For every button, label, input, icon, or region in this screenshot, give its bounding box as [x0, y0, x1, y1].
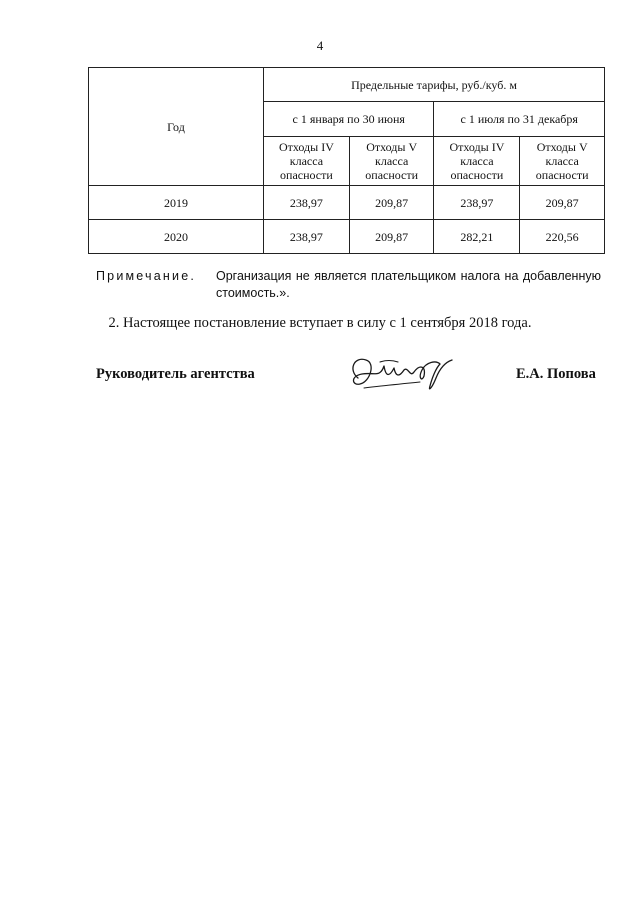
period-header: с 1 июля по 31 декабря — [434, 102, 605, 137]
tariff-cell: 238,97 — [264, 186, 350, 220]
period-header: с 1 января по 30 июня — [264, 102, 434, 137]
tariff-cell: 209,87 — [349, 186, 434, 220]
table-row — [89, 220, 605, 254]
handwritten-signature — [340, 348, 460, 398]
year-column-header: Год — [89, 68, 264, 186]
page-number: 4 — [316, 38, 324, 53]
class-header: Отходы IV класса опасности — [264, 137, 350, 186]
tariff-cell: 282,21 — [434, 220, 520, 254]
note-label: Примечание. — [96, 269, 197, 283]
table-header-row — [89, 68, 605, 102]
tariff-cell: 238,97 — [434, 186, 520, 220]
note-text: Организация не является плательщиком налога на добавленную стоимость.». — [216, 269, 601, 300]
tariff-cell: 238,97 — [264, 220, 350, 254]
tariff-table — [88, 67, 605, 254]
class-header: Отходы V класса опасности — [520, 137, 605, 186]
tariff-cell: 220,56 — [520, 220, 605, 254]
tariff-cell: 209,87 — [349, 220, 434, 254]
year-cell: 2020 — [89, 220, 264, 254]
tariff-cell: 209,87 — [520, 186, 605, 220]
class-header: Отходы IV класса опасности — [434, 137, 520, 186]
signatory-title: Руководитель агентства — [96, 366, 255, 382]
class-header: Отходы V класса опасности — [349, 137, 434, 186]
table-row — [89, 186, 605, 220]
signatory-name: Е.А. Попова — [516, 366, 596, 382]
tariff-header: Предельные тарифы, руб./куб. м — [264, 68, 605, 102]
clause-2: 2. Настоящее постановление вступает в силу с 1 сентября 2018 года. — [108, 315, 532, 331]
year-cell: 2019 — [89, 186, 264, 220]
